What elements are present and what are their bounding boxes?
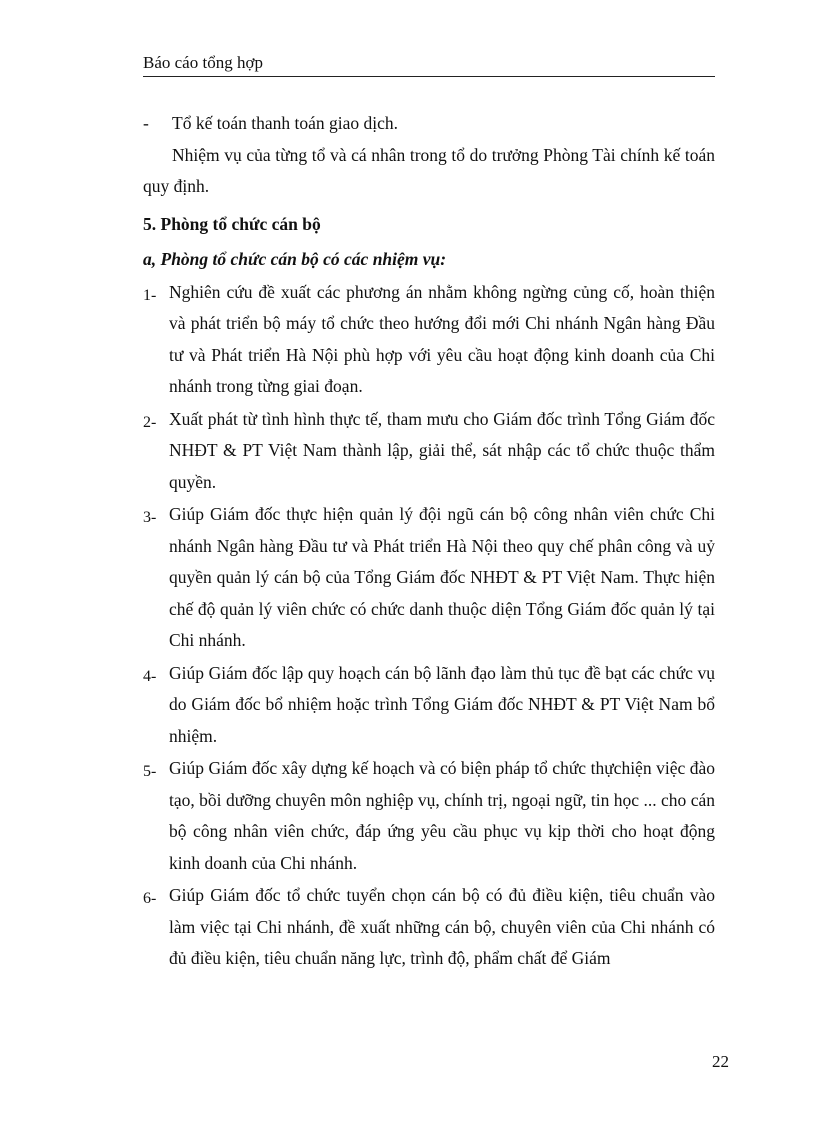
document-body — [143, 108, 715, 975]
dash-item-text: Tổ kế toán thanh toán giao dịch. — [172, 113, 398, 133]
list-item-number: 2- — [143, 413, 157, 431]
subsection-title: a, Phòng tổ chức cán bộ có các nhiệm vụ: — [143, 249, 447, 269]
list-item-number: 6- — [143, 890, 157, 907]
list-item-number: 3- — [143, 509, 157, 526]
section-title: 5. Phòng tổ chức cán bộ — [143, 213, 321, 234]
list-item-number: 5- — [143, 763, 157, 780]
page-header — [143, 50, 715, 77]
page-number: 22 — [712, 1052, 729, 1071]
list-item-text: Nghiên cứu đề xuất các phương án nhằm không ngừng củng cố, hoàn thiện và phát triển bộ máy tổ chức theo hướng đổi mới Chi nhánh Ngân hàng Đầu tư và Phát triển Hà Nội phù hợp với yêu cầu hoạt động kinh doanh của Chi nhánh trong từng giai đoạn. — [169, 281, 715, 396]
list-item — [143, 658, 715, 753]
header-title: Báo cáo tổng hợp — [143, 53, 263, 72]
list-item — [143, 277, 715, 403]
list-item — [143, 404, 715, 499]
list-item — [143, 880, 715, 975]
list-item-text: Giúp Giám đốc lập quy hoạch cán bộ lãnh đạo làm thủ tục đề bạt các chức vụ do Giám đốc bổ nhiệm hoặc trình Tổng Giám đốc NHĐT & PT Việt Nam bổ nhiệm. — [169, 662, 715, 746]
dash-mark: - — [143, 113, 149, 133]
list-item-number: 1- — [143, 286, 157, 304]
list-item-number: 4- — [143, 667, 157, 685]
paragraph: Nhiệm vụ của từng tổ và cá nhân trong tổ do trưởng Phòng Tài chính kế toán quy định. — [143, 144, 715, 196]
task-list — [143, 277, 715, 975]
list-item-text: Giúp Giám đốc tổ chức tuyển chọn cán bộ có đủ điều kiện, tiêu chuẩn vào làm việc tại Chi nhánh, đề xuất những cán bộ, chuyên viên của Chi nhánh có đủ điều kiện, tiêu chuẩn năng lực, trình độ, phẩm chất để Giám — [169, 885, 715, 968]
list-item — [143, 753, 715, 879]
list-item-text: Giúp Giám đốc xây dựng kế hoạch và có biện pháp tổ chức thựchiện việc đào tạo, bồi dưỡng chuyên môn nghiệp vụ, chính trị, ngoại ngữ, tin học ... cho cán bộ công nhân viên chức, đáp ứng yêu cầu phục vụ kịp thời cho hoạt động kinh doanh của Chi nhánh. — [169, 758, 715, 873]
dash-item — [143, 108, 715, 140]
list-item — [143, 499, 715, 657]
list-item-text: Giúp Giám đốc thực hiện quản lý đội ngũ cán bộ công nhân viên chức Chi nhánh Ngân hàng Đầu tư và Phát triển Hà Nội theo quy chế phân công và uỷ quyền quản lý cán bộ của Tổng Giám đốc NHĐT & PT Việt Nam. Thực hiện chế độ quản lý viên chức có chức danh thuộc diện Tổng Giám đốc quản lý tại Chi nhánh. — [169, 504, 715, 650]
list-item-text: Xuất phát từ tình hình thực tế, tham mưu cho Giám đốc trình Tổng Giám đốc NHĐT & PT Việt Nam thành lập, giải thể, sát nhập các tổ chức thuộc thẩm quyền. — [169, 408, 715, 492]
